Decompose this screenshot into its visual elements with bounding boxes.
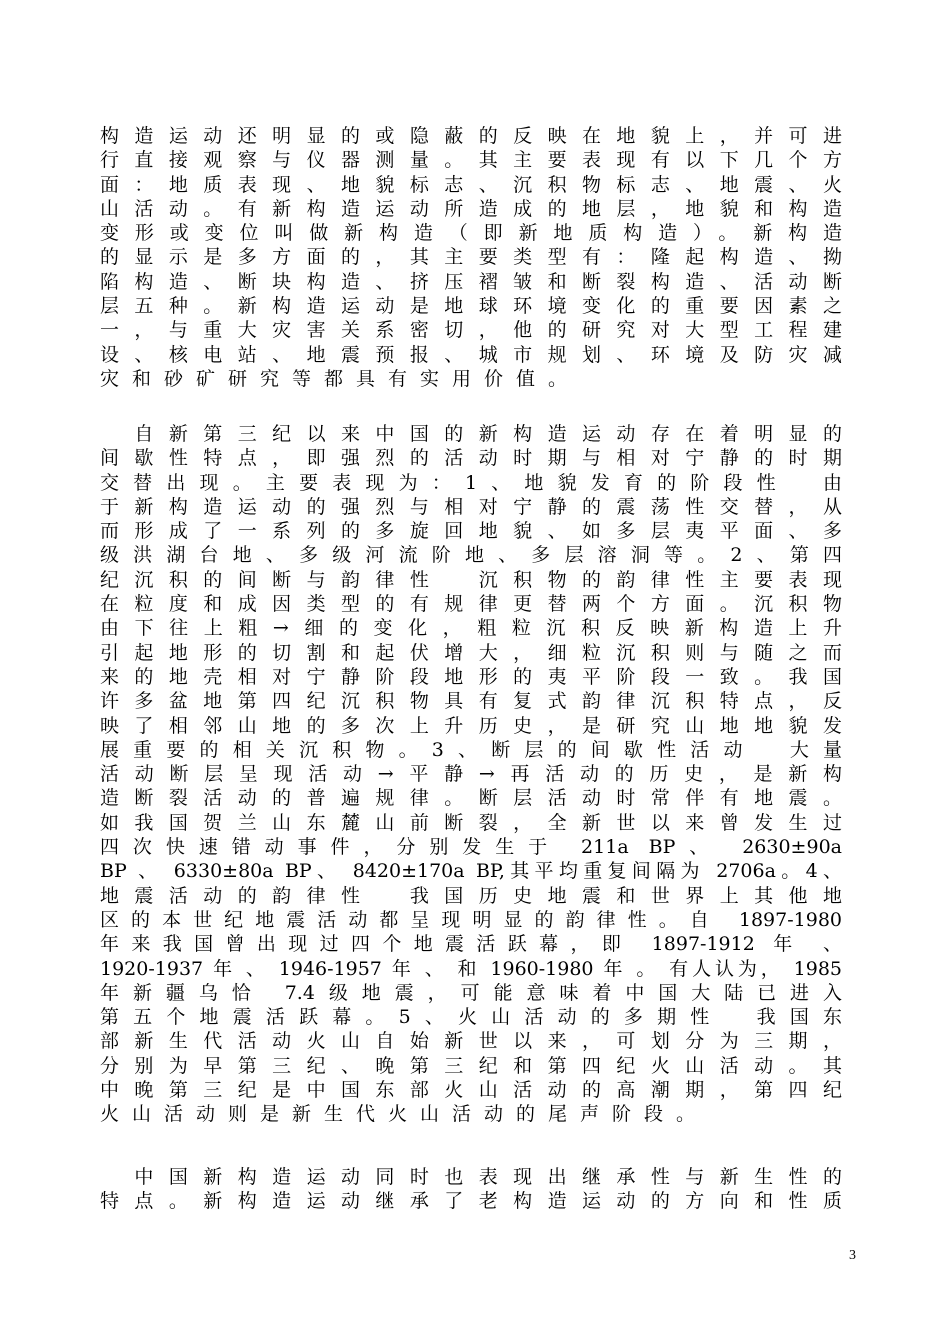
text-line: 四次快速错动事件，分别发生于 211a BP、 2630±90a xyxy=(100,836,842,859)
text-line: 来的地壳相对宁静阶段地形的夷平阶段一致。我国 xyxy=(100,665,842,688)
text-line: 构造运动还明显的或隐蔽的反映在地貌上，并可进 xyxy=(100,125,842,147)
text-line: 活动断层呈现活动→平静→再活动的历史，是新构 xyxy=(100,763,842,786)
text-line: 间歇性特点，即强烈的活动时期与相对宁静的时期 xyxy=(100,447,842,470)
paragraph-3 xyxy=(100,1165,842,1214)
text-line: 自新第三纪以来中国的新构造运动存在着明显的 xyxy=(100,423,842,445)
text-line: 分别为早第三纪、晚第三纪和第四纪火山活动。其 xyxy=(100,1054,842,1077)
text-line: 引起地形的切割和起伏增大，细粒沉积则与随之而 xyxy=(100,641,842,664)
text-line: 如我国贺兰山东麓山前断裂，全新世以来曾发生过 xyxy=(100,811,842,834)
text-line: 区的本世纪地震活动都呈现明显的韵律性。自 1897-1980 xyxy=(100,908,842,931)
text-line: 交替出现。主要表现为：1、地貌发育的阶段性 由 xyxy=(100,471,842,494)
text-line: 设、核电站、地震预报、城市规划、环境及防灾减 xyxy=(100,343,842,366)
text-line: BP 、 6330±80a BP、 8420±170a BP,其平均重复间隔为 2706a。4、 xyxy=(100,860,842,883)
text-line: 灾和砂矿研究等都具有实用价值。 xyxy=(100,367,581,390)
text-line: 中晚第三纪是中国东部火山活动的高潮期，第四纪 xyxy=(100,1079,842,1102)
text-line: 映了相邻山地的多次上升历史，是研究山地地貌发 xyxy=(100,714,842,737)
text-line: 特点。新构造运动继承了老构造运动的方向和性质 xyxy=(100,1190,842,1213)
text-line: 中国新构造运动同时也表现出继承性与新生性的 xyxy=(100,1166,842,1188)
text-line: 由下往上粗→细的变化，粗粒沉积反映新构造上升 xyxy=(100,617,842,640)
text-line: 1920-1937 年 、 1946-1957 年 、 和 1960-1980 年 。 有人认为， 1985 xyxy=(100,957,842,980)
text-line: 陷构造、断块构造、挤压褶皱和断裂构造、活动断 xyxy=(100,270,842,293)
text-line: 纪沉积的间断与韵律性 沉积物的韵律性主要表现 xyxy=(100,568,842,591)
text-line: 年新疆乌恰 7.4级地震，可能意味着中国大陆已进入 xyxy=(100,981,842,1004)
text-line: 行直接观察与仪器测量。其主要表现有以下几个方 xyxy=(100,149,842,172)
text-line: 部新生代活动火山自始新世以来，可划分为三期， xyxy=(100,1030,842,1053)
text-line: 第五个地震活跃幕。5、火山活动的多期性 我国东 xyxy=(100,1006,842,1029)
text-line: 山活动。有新构造运动所造成的地层，地貌和构造 xyxy=(100,197,842,220)
text-line: 级洪湖台地、多级河流阶地、多层溶洞等。2、第四 xyxy=(100,544,842,567)
text-line: 造断裂活动的普遍规律。断层活动时常伴有地震。 xyxy=(100,787,842,810)
paragraph-2 xyxy=(100,422,842,1127)
text-line: 地震活动的韵律性 我国历史地震和世界上其他地 xyxy=(100,884,842,907)
text-line: 面：地质表现、地貌标志、沉积物标志、地震、火 xyxy=(100,173,842,196)
text-line: 变形或变位叫做新构造（即新地质构造）。新构造 xyxy=(100,222,842,245)
text-line: 的显示是多方面的，其主要类型有：隆起构造、拗 xyxy=(100,246,842,269)
text-line: 层五种。新构造运动是地球环境变化的重要因素之 xyxy=(100,295,842,318)
text-line: 许多盆地第四纪沉积物具有复式韵律沉积特点，反 xyxy=(100,690,842,713)
paragraph-1 xyxy=(100,124,842,391)
text-line: 展重要的相关沉积物。3、断层的间歇性活动 大量 xyxy=(100,738,842,761)
text-line: 而形成了一系列的多旋回地貌、如多层夷平面、多 xyxy=(100,520,842,543)
text-line: 火山活动则是新生代火山活动的尾声阶段。 xyxy=(100,1103,709,1126)
text-line: 于新构造运动的强烈与相对宁静的震荡性交替，从 xyxy=(100,495,842,518)
text-line: 一，与重大灾害关系密切，他的研究对大型工程建 xyxy=(100,319,842,342)
text-line: 在粒度和成因类型的有规律更替两个方面。沉积物 xyxy=(100,593,842,616)
text-line: 年来我国曾出现过四个地震活跃幕，即 1897-1912 年 、 xyxy=(100,933,842,956)
page-number: 3 xyxy=(849,1248,856,1263)
